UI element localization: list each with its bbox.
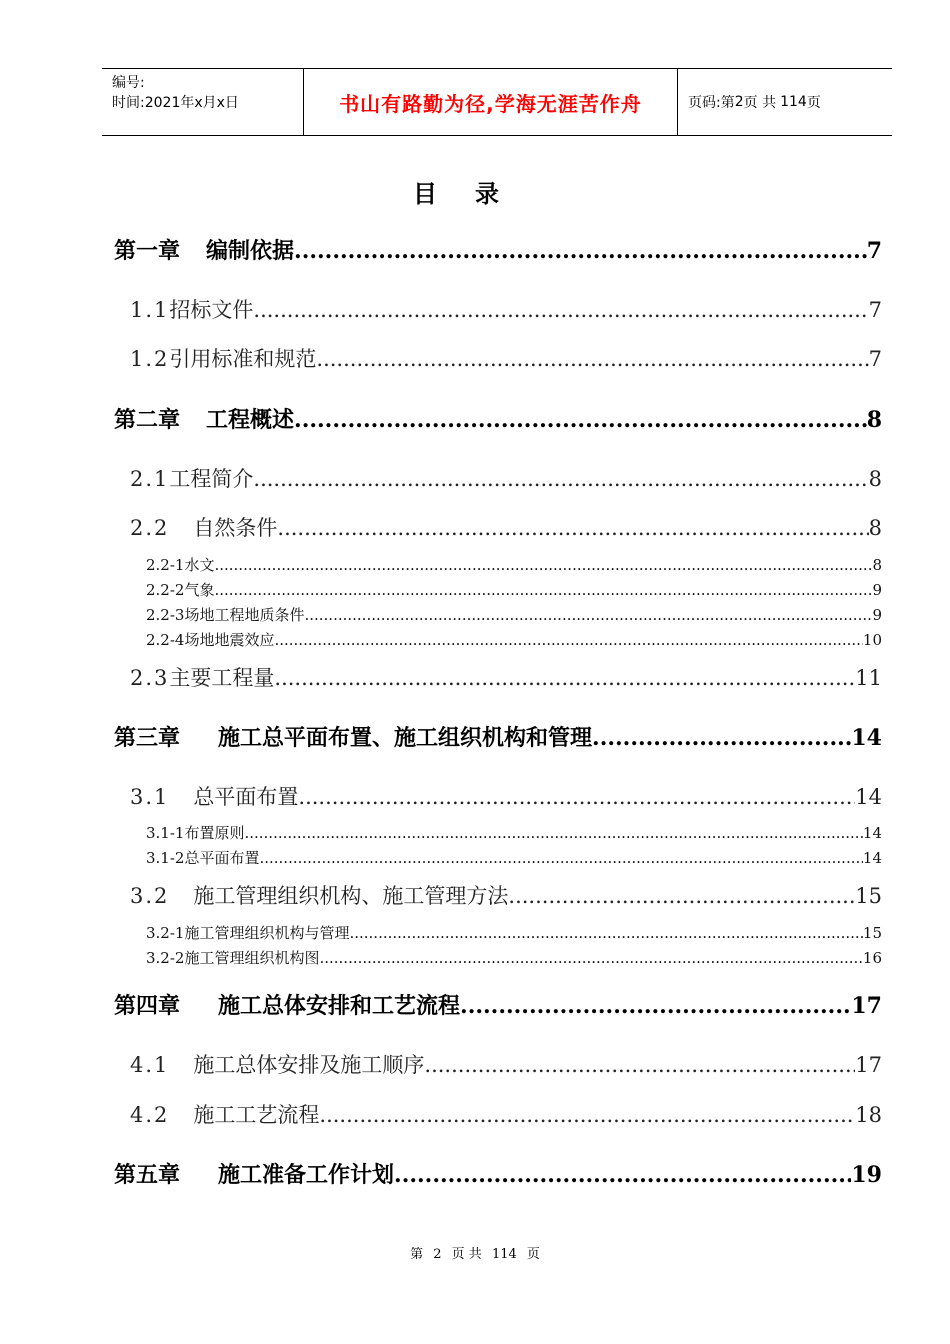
toc-entry-chapter[interactable]	[114, 1158, 882, 1189]
dot-leader	[253, 467, 868, 491]
section-title: 工程简介	[169, 467, 254, 491]
page-number: 14	[862, 824, 882, 842]
toc-entry-subsection[interactable]	[146, 847, 882, 868]
dot-leader	[319, 1103, 855, 1127]
header-slogan: 书山有路勤为径,学海无涯苦作舟	[304, 69, 678, 135]
page-number: 15	[855, 884, 882, 908]
footer-suffix: 页	[526, 1247, 540, 1262]
header-page-prefix: 页码:第	[688, 95, 735, 111]
header-page-mid: 页 共	[743, 95, 777, 111]
dot-leader	[274, 666, 855, 690]
dot-leader	[592, 725, 851, 751]
section-number: 3.1	[130, 785, 170, 809]
toc-entry-chapter[interactable]	[114, 721, 882, 752]
toc-entry-subsection[interactable]	[146, 579, 882, 600]
page-number: 15	[862, 924, 882, 942]
dot-leader	[424, 1053, 855, 1077]
page-number: 7	[868, 347, 882, 371]
section-number: 1.2	[130, 347, 170, 371]
toc-entry-chapter[interactable]	[114, 989, 882, 1020]
footer-prefix: 第	[410, 1247, 424, 1262]
section-title: 总平面布置	[193, 785, 299, 809]
section-title: 自然条件	[193, 516, 278, 540]
chapter-title: 工程概述	[206, 407, 295, 433]
subsection-title: 3.1-2总平面布置	[146, 849, 260, 867]
dot-leader	[508, 884, 855, 908]
dot-leader	[349, 924, 862, 942]
chapter-number: 第四章	[114, 993, 181, 1019]
page-footer	[0, 1243, 950, 1262]
chapter-title: 施工准备工作计划	[218, 1162, 395, 1188]
page-number: 18	[855, 1103, 882, 1127]
toc-entry-section[interactable]	[130, 1099, 882, 1129]
toc-entry-subsection[interactable]	[146, 922, 882, 943]
page-number: 14	[855, 785, 882, 809]
section-number: 2.2	[130, 516, 170, 540]
page-number: 14	[851, 725, 882, 751]
dot-leader	[394, 1162, 851, 1188]
header-page-suffix: 页	[806, 95, 821, 111]
toc-entry-chapter[interactable]	[114, 403, 882, 434]
chapter-title: 施工总体安排和工艺流程	[218, 993, 461, 1019]
page-number: 8	[868, 467, 882, 491]
dot-leader	[277, 516, 868, 540]
toc-entry-section[interactable]	[130, 343, 882, 373]
header-page-info	[678, 69, 892, 135]
page-number: 17	[851, 993, 882, 1019]
page-header	[102, 68, 892, 136]
dot-leader	[253, 298, 868, 322]
code-label: 编号:	[112, 75, 145, 91]
chapter-number: 第一章	[114, 238, 181, 264]
toc-entry-subsection[interactable]	[146, 629, 882, 650]
page-number: 9	[872, 581, 882, 599]
page-number: 8	[868, 516, 882, 540]
toc-entry-section[interactable]	[130, 1049, 882, 1079]
section-title: 招标文件	[169, 298, 254, 322]
dot-leader	[259, 849, 862, 867]
footer-mid: 页 共	[451, 1247, 482, 1262]
dot-leader	[460, 993, 851, 1019]
footer-current: 2	[433, 1247, 442, 1262]
dot-leader	[298, 785, 855, 809]
subsection-title: 3.1-1布置原则	[146, 824, 245, 842]
page-number: 19	[851, 1162, 882, 1188]
dot-leader	[294, 407, 867, 433]
page-number: 11	[855, 666, 882, 690]
chapter-number: 第二章	[114, 407, 181, 433]
section-title: 施工总体安排及施工顺序	[193, 1053, 425, 1077]
header-meta	[102, 69, 304, 135]
toc-entry-subsection[interactable]	[146, 947, 882, 968]
toc-entry-section[interactable]	[130, 662, 882, 692]
section-title: 施工管理组织机构、施工管理方法	[193, 884, 509, 908]
toc-entry-subsection[interactable]	[146, 822, 882, 843]
toc-entry-section[interactable]	[130, 880, 882, 910]
page-number: 16	[862, 949, 882, 967]
header-page-total: 114	[780, 94, 807, 110]
section-title: 施工工艺流程	[193, 1103, 320, 1127]
header-page-current: 2	[734, 94, 744, 110]
subsection-title: 2.2-3场地工程地质条件	[146, 606, 305, 624]
section-number: 1.1	[130, 298, 170, 322]
page-number: 8	[866, 407, 882, 433]
section-number: 4.2	[130, 1103, 170, 1127]
subsection-title: 2.2-1水文	[146, 556, 215, 574]
subsection-title: 3.2-2施工管理组织机构图	[146, 949, 320, 967]
chapter-title: 编制依据	[206, 238, 295, 264]
section-number: 3.2	[130, 884, 170, 908]
subsection-title: 3.2-1施工管理组织机构与管理	[146, 924, 350, 942]
page-number: 17	[855, 1053, 882, 1077]
toc-entry-section[interactable]	[130, 512, 882, 542]
dot-leader	[274, 631, 862, 649]
section-number: 2.3	[130, 666, 170, 690]
toc-title: 目录	[413, 180, 537, 208]
footer-total: 114	[491, 1247, 517, 1262]
time-label: 时间:2021年x月x日	[112, 95, 239, 111]
page-number: 10	[862, 631, 882, 649]
toc-entry-chapter[interactable]	[114, 234, 882, 265]
section-number: 2.1	[130, 467, 170, 491]
dot-leader	[244, 824, 862, 842]
toc-entry-section[interactable]	[130, 294, 882, 324]
page-number: 9	[872, 606, 882, 624]
section-title: 主要工程量	[169, 666, 275, 690]
chapter-number: 第三章	[114, 725, 181, 751]
toc-entry-subsection[interactable]	[146, 604, 882, 625]
dot-leader	[319, 949, 862, 967]
dot-leader	[316, 347, 868, 371]
page-number: 8	[872, 556, 882, 574]
dot-leader	[214, 556, 872, 574]
section-number: 4.1	[130, 1053, 170, 1077]
page-number: 7	[866, 238, 882, 264]
subsection-title: 2.2-4场地地震效应	[146, 631, 275, 649]
dot-leader	[214, 581, 872, 599]
subsection-title: 2.2-2气象	[146, 581, 215, 599]
page-number: 14	[862, 849, 882, 867]
dot-leader	[304, 606, 872, 624]
chapter-number: 第五章	[114, 1162, 181, 1188]
section-title: 引用标准和规范	[169, 347, 317, 371]
toc-entry-section[interactable]	[130, 781, 882, 811]
toc-entry-section[interactable]	[130, 463, 882, 493]
toc-entry-subsection[interactable]	[146, 554, 882, 575]
dot-leader	[294, 238, 867, 264]
page-number: 7	[868, 298, 882, 322]
chapter-title: 施工总平面布置、施工组织机构和管理	[218, 725, 593, 751]
